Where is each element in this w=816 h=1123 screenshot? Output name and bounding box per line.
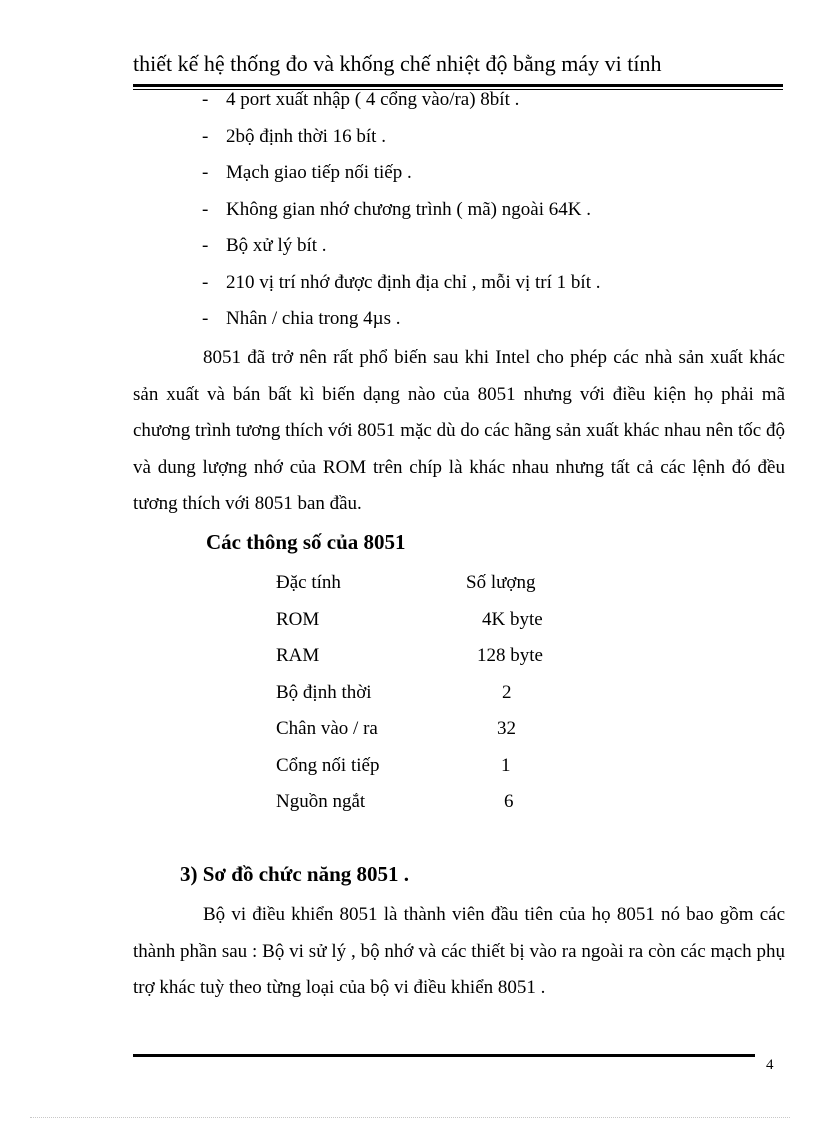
list-item-text: Mạch giao tiếp nối tiếp . [226,162,412,183]
list-item [202,196,600,233]
bullet-dash: - [202,271,209,293]
table-row [276,711,624,748]
spec-name: Chân vào / ra [276,718,378,740]
column-header-property: Đặc tính [276,572,341,594]
section-paragraph: Bộ vi điều khiển 8051 là thành viên đầu tiên của họ 8051 nó bao gồm các thành phần sau : Bộ vi sử lý , bộ nhớ và các thiết bị vào ra ngoài ra còn các mạch phụ trợ khác tuỳ theo từng loại của bộ vi điều khiển 8051 . [133,904,785,998]
table-row [276,602,624,639]
table-row [276,638,624,675]
section-heading [180,860,409,888]
footer-rule [133,1054,755,1057]
specs-table [276,565,624,821]
list-item [202,305,600,342]
spec-value: 128 byte [477,645,543,667]
list-item [202,269,600,306]
list-item-text: Nhân / chia trong 4µs . [226,308,401,329]
section-heading-text: 3) Sơ đồ chức năng 8051 [180,862,399,886]
spec-name: Bộ định thời [276,681,372,703]
spec-name: Nguồn ngắt [276,791,366,813]
table-row [276,784,624,821]
list-item-text: 2bộ định thời 16 bít . [226,125,386,147]
spec-value: 2 [502,681,512,703]
list-item-text: Bộ xử lý bít . [226,235,327,256]
list-item [202,123,600,160]
list-item-text: 4 port xuất nhập ( 4 cổng vào/ra) 8bít . [226,89,520,110]
table-row [276,675,624,712]
bullet-dash: - [202,308,209,329]
bullet-dash: - [202,89,209,110]
column-header-quantity: Số lượng [466,572,536,594]
table-row [276,748,624,785]
feature-list [202,86,600,342]
list-item-text: Không gian nhớ chương trình ( mã) ngoài 64K . [226,198,591,220]
bullet-dash: - [202,235,209,256]
header-title: thiết kế hệ thống đo và khống chế nhiệt độ bằng máy vi tính [133,51,662,76]
spec-name: RAM [276,645,320,667]
intro-paragraph: 8051 đã trở nên rất phổ biến sau khi Intel cho phép các nhà sản xuất khác sản xuất và bán bất kì biến dạng nào của 8051 nhưng với điều kiện họ phải mã chương trình tương thích với 8051 mặc dù do các hãng sản xuất khác nhau nên tốc độ và dung lượng nhớ của ROM trên chíp là khác nhau nhưng tất cả các lệnh đó đều tương thích với 8051 ban đầu. [133,347,785,514]
list-item-text: 210 vị trí nhớ được định địa chỉ , mỗi vị trí 1 bít . [226,271,601,293]
table-header-row [276,565,624,602]
page-bottom-divider [30,1117,790,1118]
bullet-dash: - [202,198,209,220]
bullet-dash: - [202,125,209,147]
spec-name: Cổng nối tiếp [276,754,380,776]
list-item [202,232,600,269]
page-number: 4 [766,1057,774,1073]
spec-value: 1 [501,754,511,776]
spec-name: ROM [276,608,320,630]
spec-value: 4K byte [482,608,543,630]
spec-value: 32 [497,718,516,740]
list-item [202,86,600,123]
section-heading-suffix: . [398,862,410,886]
specs-title: Các thông số của 8051 [206,530,406,554]
list-item [202,159,600,196]
spec-value: 6 [504,791,514,813]
bullet-dash: - [202,162,209,183]
